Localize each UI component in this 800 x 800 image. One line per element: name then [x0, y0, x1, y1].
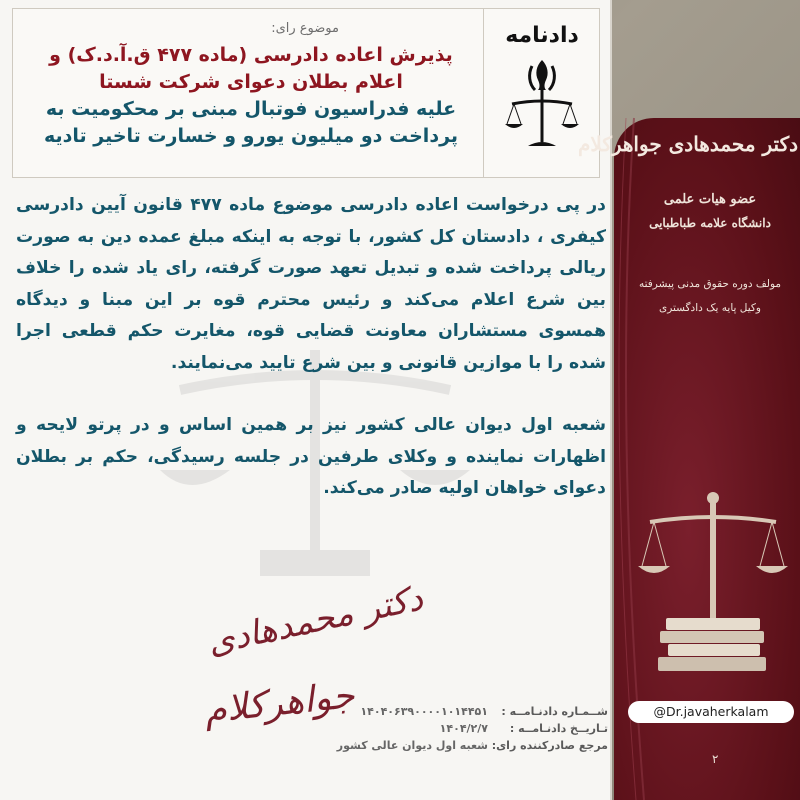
- social-handle-badge[interactable]: @Dr.javaherkalam: [628, 701, 794, 723]
- scales-and-books-icon: [638, 488, 788, 678]
- ruling-metadata: [330, 703, 608, 754]
- meta-value-court: شعبه اول دیوان عالی کشور: [336, 739, 488, 752]
- meta-value-date: ۱۴۰۴/۲/۷: [439, 722, 488, 735]
- subject-line-2: اعلام بطلان دعوای شرکت شستا: [99, 71, 403, 93]
- signature-line-2: جواهرکلام: [202, 675, 357, 732]
- author-role-1: عضو هیات علمی: [663, 192, 757, 207]
- author-role-3: مولف دوره حقوق مدنی پیشرفته: [638, 278, 782, 290]
- meta-label-number: شــمـاره دادنـامــه :: [501, 705, 608, 718]
- meta-row: [330, 737, 608, 754]
- subject-line-1: پذیرش اعاده دادرسی (ماده ۴۷۷ ق.آ.د.ک) و: [49, 44, 453, 66]
- signature-line-1: دکتر محمدهادی: [203, 578, 427, 663]
- document-header: [12, 8, 600, 178]
- author-role-2: دانشگاه علامه طباطبایی: [649, 216, 771, 230]
- subject-line-4: پرداخت دو میلیون یورو و خسارت تاخیر تادیه: [43, 125, 459, 147]
- author-role-4: وکیل پایه یک دادگستری: [658, 302, 761, 314]
- body-paragraph-2: شعبه اول دیوان عالی کشور نیز بر همین اساس و در پرتو لایحه و اظهارات نماینده و وکلای طرفین در جلسه رسیدگی، حکم بر بطلان دعوای خواهان اولیه صادر می‌کند.: [16, 415, 606, 498]
- header-divider: [483, 9, 484, 177]
- meta-value-number: ۱۴۰۴۰۶۳۹۰۰۰۰۱۰۱۴۴۵۱: [360, 705, 488, 718]
- meta-label-court: مرجع صادرکننده رای:: [491, 739, 608, 752]
- meta-label-date: تـاریــخ دادنـامــه :: [509, 722, 608, 735]
- justice-emblem-icon: [502, 54, 582, 154]
- ruling-body: [16, 190, 606, 536]
- subject-line-3: علیه فدراسیون فوتبال مبنی بر محکومیت به: [45, 98, 457, 120]
- meta-row: [330, 703, 608, 720]
- document-title: دادنامه: [505, 23, 579, 48]
- subject-label: موضوع رای:: [271, 21, 339, 36]
- body-paragraph-1: در پی درخواست اعاده دادرسی موضوع ماده ۴۷۷ قانون آیین دادرسی کیفری ، دادستان کل کشور، با توجه به اینکه مبلغ عمده دین به صورت ریالی پرداخت شده و تبدیل تعهد صورت گرفته، رای یاد شده را خلاف بین شرع اعلام می‌کند و رئیس محترم قوه بر این مبنا و دیدگاه همسوی مستشاران معاونت قضایی قوه، مغایرت حکم قطعی اجرا شده را با موازین قانونی و بین شرع تایید می‌نمایند.: [16, 195, 607, 373]
- meta-row: [330, 720, 608, 737]
- subject-block: [23, 21, 479, 177]
- page-number: ۲: [712, 752, 719, 766]
- author-panel: [578, 118, 800, 800]
- author-name: دکتر محمدهادی جواهرکلام: [578, 132, 798, 156]
